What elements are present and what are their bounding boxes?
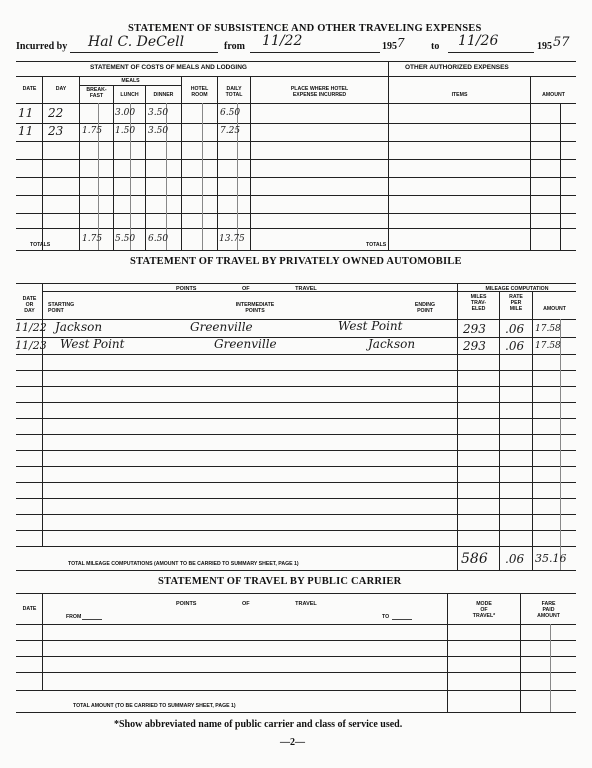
auto-end: West Point (338, 319, 403, 333)
carrier-to-label: TO (382, 614, 390, 620)
year-prefix-from: 195 (382, 41, 397, 52)
meal-breakfast: 1.75 (82, 126, 103, 136)
meals-section-title: STATEMENT OF COSTS OF MEALS AND LODGING (90, 64, 247, 71)
total-breakfast: 1.75 (82, 234, 103, 244)
auto-rate: .06 (505, 339, 525, 353)
to-label: to (431, 41, 440, 52)
auto-section-title: STATEMENT OF TRAVEL BY PRIVATELY OWNED AUTOMOBILE (130, 256, 462, 267)
meal-daily-total: 7.25 (220, 126, 241, 136)
rate-per-mile-header: RATE PER MILE (509, 294, 523, 312)
daily-total-header: DAILY TOTAL (225, 86, 243, 98)
auto-intermediate: Greenville (214, 337, 277, 351)
meals-totals-label: TOTALS (30, 242, 51, 248)
auto-intermediate: Greenville (190, 320, 253, 334)
mode-of-travel-header: MODE OF TRAVEL* (472, 601, 496, 619)
meal-dinner: 3.50 (148, 126, 169, 136)
auto-end: Jackson (368, 337, 416, 351)
traveler-name: Hal C. DeCell (88, 34, 185, 50)
meal-day: 23 (48, 124, 64, 138)
total-lunch: 5.50 (115, 234, 136, 244)
meals-header: MEALS (121, 78, 140, 84)
starting-point-header: STARTING POINT (48, 302, 75, 314)
total-miles: 586 (461, 551, 488, 567)
breakfast-header: BREAK- FAST (86, 87, 107, 99)
mileage-computation-header: MILEAGE COMPUTATION (485, 286, 549, 292)
meal-daily-total: 6.50 (220, 108, 241, 118)
year-prefix-to: 195 (537, 41, 552, 52)
miles-traveled-header: MILES TRAV- ELED (470, 294, 487, 312)
auto-date: 11/22 (15, 321, 47, 334)
day-header: DAY (55, 86, 67, 92)
to-date: 11/26 (458, 33, 499, 49)
auto-amount-header: AMOUNT (543, 306, 566, 312)
meal-lunch: 1.50 (115, 126, 136, 136)
incurred-by-label: Incurred by (16, 41, 68, 52)
other-expenses-title: OTHER AUTHORIZED EXPENSES (405, 64, 509, 71)
page-number: —2— (280, 737, 305, 748)
ending-point-header: ENDING POINT (414, 302, 436, 314)
meal-date: 11 (18, 124, 34, 138)
year-to: 57 (553, 35, 570, 50)
total-dinner: 6.50 (148, 234, 169, 244)
date-or-day-header: DATE OR DAY (22, 296, 37, 314)
carrier-date-header: DATE (22, 606, 37, 612)
auto-miles: 293 (463, 339, 486, 353)
auto-start: Jackson (55, 320, 103, 334)
total-daily: 13.75 (219, 234, 245, 244)
dinner-header: DINNER (153, 92, 174, 98)
from-label: from (224, 41, 245, 52)
carrier-points-header: POINTS OF TRAVEL (176, 601, 317, 607)
amount-header: AMOUNT (542, 92, 565, 98)
carrier-from-label: FROM (66, 614, 82, 620)
fare-paid-header: FARE PAID AMOUNT (537, 601, 560, 619)
auto-miles: 293 (463, 322, 486, 336)
hotel-room-header: HOTEL ROOM (190, 86, 209, 98)
points-of-travel-header: POINTS OF TRAVEL (176, 286, 317, 292)
auto-amount: 17.58 (535, 324, 561, 334)
footnote: *Show abbreviated name of public carrier and class of service used. (114, 719, 403, 730)
form-title: STATEMENT OF SUBSISTENCE AND OTHER TRAVELING EXPENSES (128, 23, 482, 34)
place-header: PLACE WHERE HOTEL EXPENSE INCURRED (290, 86, 349, 98)
date-header: DATE (22, 86, 37, 92)
intermediate-points-header: INTERMEDIATE POINTS (235, 302, 275, 314)
total-rate: .06 (505, 552, 525, 566)
total-mileage-label: TOTAL MILEAGE COMPUTATIONS (AMOUNT TO BE CARRIED TO SUMMARY SHEET, PAGE 1) (68, 561, 299, 567)
carrier-section-title: STATEMENT OF TRAVEL BY PUBLIC CARRIER (158, 576, 402, 587)
from-date: 11/22 (262, 33, 303, 49)
meal-day: 22 (48, 106, 64, 120)
meal-dinner: 3.50 (148, 108, 169, 118)
other-totals-label: TOTALS (366, 242, 387, 248)
year-from: 7 (397, 36, 405, 50)
meal-lunch: 3.00 (115, 108, 136, 118)
lunch-header: LUNCH (120, 92, 139, 98)
total-auto-amount: 35.16 (535, 552, 567, 565)
items-header: ITEMS (451, 92, 468, 98)
auto-date: 11/23 (15, 339, 47, 352)
meal-date: 11 (18, 106, 34, 120)
auto-rate: .06 (505, 322, 525, 336)
carrier-total-label: TOTAL AMOUNT (TO BE CARRIED TO SUMMARY SHEET, PAGE 1) (73, 703, 236, 709)
auto-amount: 17.58 (535, 341, 561, 351)
auto-start: West Point (60, 337, 125, 351)
